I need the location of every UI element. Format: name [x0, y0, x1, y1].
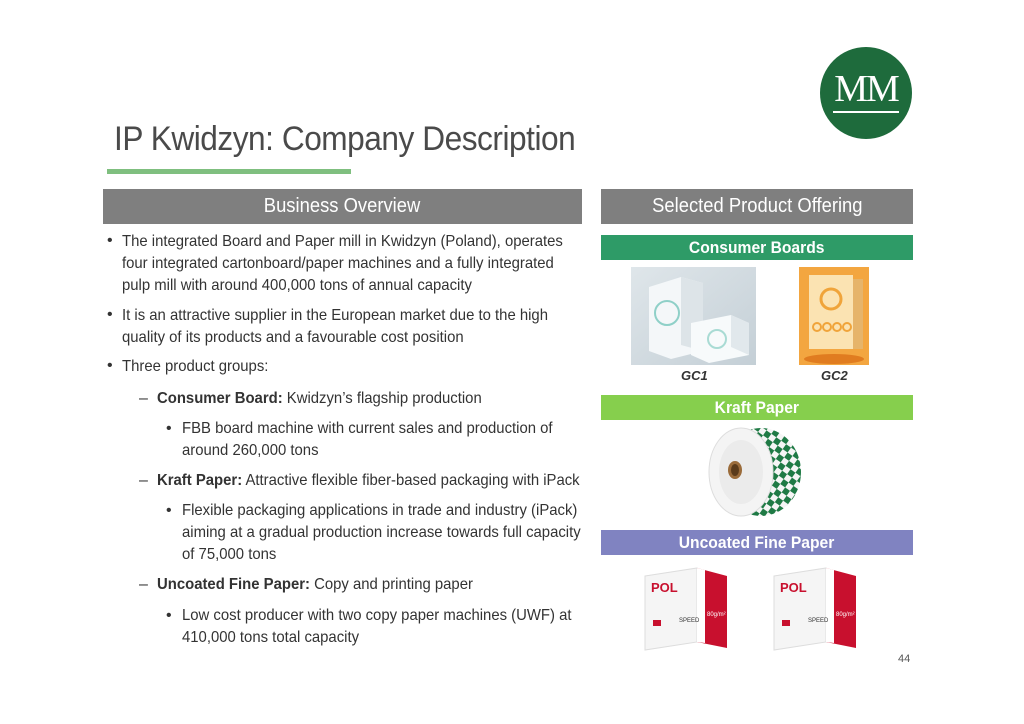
uwf-bar: [601, 530, 913, 555]
logo-underline: [833, 111, 899, 113]
bullet-3-line-1: Three product groups:: [122, 358, 269, 375]
kraft-paper-detail-line-1: Flexible packaging applications in trade and industry (iPack): [182, 502, 578, 519]
consumer-board-text: Kwidzyn’s flagship production: [282, 390, 482, 407]
uwf-detail: [182, 605, 601, 649]
bullet-2: [122, 305, 580, 349]
mm-logo: [820, 47, 912, 139]
product-offering-header: [601, 189, 913, 224]
bullet-marker: •: [107, 232, 113, 249]
dash-marker: –: [139, 472, 148, 489]
kraft-paper-label: Kraft Paper:: [157, 472, 243, 489]
consumer-board-detail-line-2: around 260,000 tons: [182, 442, 319, 459]
gc2-caption: GC2: [821, 368, 848, 383]
business-overview-header-label: Business Overview: [264, 195, 421, 217]
bullet-marker: •: [166, 607, 172, 624]
gc1-caption: GC1: [681, 368, 708, 383]
uwf-text: Copy and printing paper: [309, 576, 473, 593]
bullet-marker: •: [166, 420, 172, 437]
kraft-paper-text: Attractive flexible fiber-based packaging with iPack: [242, 472, 580, 489]
page-number: 44: [898, 653, 911, 665]
kraft-paper-item: [157, 470, 611, 492]
consumer-board-detail-line-1: FBB board machine with current sales and production of: [182, 420, 553, 437]
paper-pack-image: [643, 566, 729, 652]
bullet-2-line-2: quality of its products and a favourable cost position: [122, 329, 464, 346]
consumer-board-detail: [182, 418, 580, 462]
kraft-paper-bar: [601, 395, 913, 420]
business-overview-header: [103, 189, 582, 224]
bullet-marker: •: [107, 357, 113, 374]
bullet-marker: •: [166, 502, 172, 519]
logo-text: MM: [834, 67, 898, 110]
paper-pack-image: [772, 566, 858, 652]
bullet-2-line-1: It is an attractive supplier in the European market due to the high: [122, 307, 548, 324]
pack-label: SPEED: [808, 618, 829, 624]
bullet-1: [122, 231, 596, 297]
consumer-board-label: Consumer Board:: [157, 390, 283, 407]
gc2-product-image: [799, 267, 869, 365]
kraft-paper-roll-image: [705, 424, 805, 520]
uwf-label: Uncoated Fine Paper:: [157, 576, 310, 593]
bullet-3: [122, 356, 279, 378]
uwf-detail-line-1: Low cost producer with two copy paper machines (UWF) at: [182, 607, 572, 624]
pack-brand: POL: [780, 580, 807, 595]
kraft-paper-detail-line-3: of 75,000 tons: [182, 546, 277, 563]
pack-weight: 80g/m²: [836, 612, 855, 618]
pack-brand: POL: [651, 580, 678, 595]
dash-marker: –: [139, 576, 148, 593]
consumer-boards-bar: [601, 235, 913, 260]
bullet-marker: •: [107, 306, 113, 323]
bullet-1-line-1: The integrated Board and Paper mill in Kwidzyn (Poland), operates: [122, 233, 563, 250]
uwf-item: [157, 574, 497, 596]
kraft-paper-detail-line-2: aiming at a gradual production increase towards full capacity: [182, 524, 581, 541]
product-offering-header-label: Selected Product Offering: [651, 195, 863, 217]
bullet-1-line-3: pulp mill with around 400,000 tons of annual capacity: [122, 277, 472, 294]
consumer-boards-label: Consumer Boards: [689, 237, 825, 257]
pack-weight: 80g/m²: [707, 612, 726, 618]
gc1-product-image: [631, 267, 756, 365]
page-title: IP Kwidzyn: Company Description: [114, 120, 576, 158]
kraft-paper-detail: [182, 500, 611, 566]
pack-label: SPEED: [679, 618, 700, 624]
bullet-1-line-2: four integrated cartonboard/paper machines and a fully integrated: [122, 255, 554, 272]
uwf-bar-label: Uncoated Fine Paper: [679, 532, 835, 552]
consumer-board-item: [157, 388, 506, 410]
dash-marker: –: [139, 390, 148, 407]
kraft-paper-bar-label: Kraft Paper: [714, 397, 800, 417]
uwf-detail-line-2: 410,000 tons total capacity: [182, 629, 360, 646]
title-underline: [107, 169, 351, 174]
